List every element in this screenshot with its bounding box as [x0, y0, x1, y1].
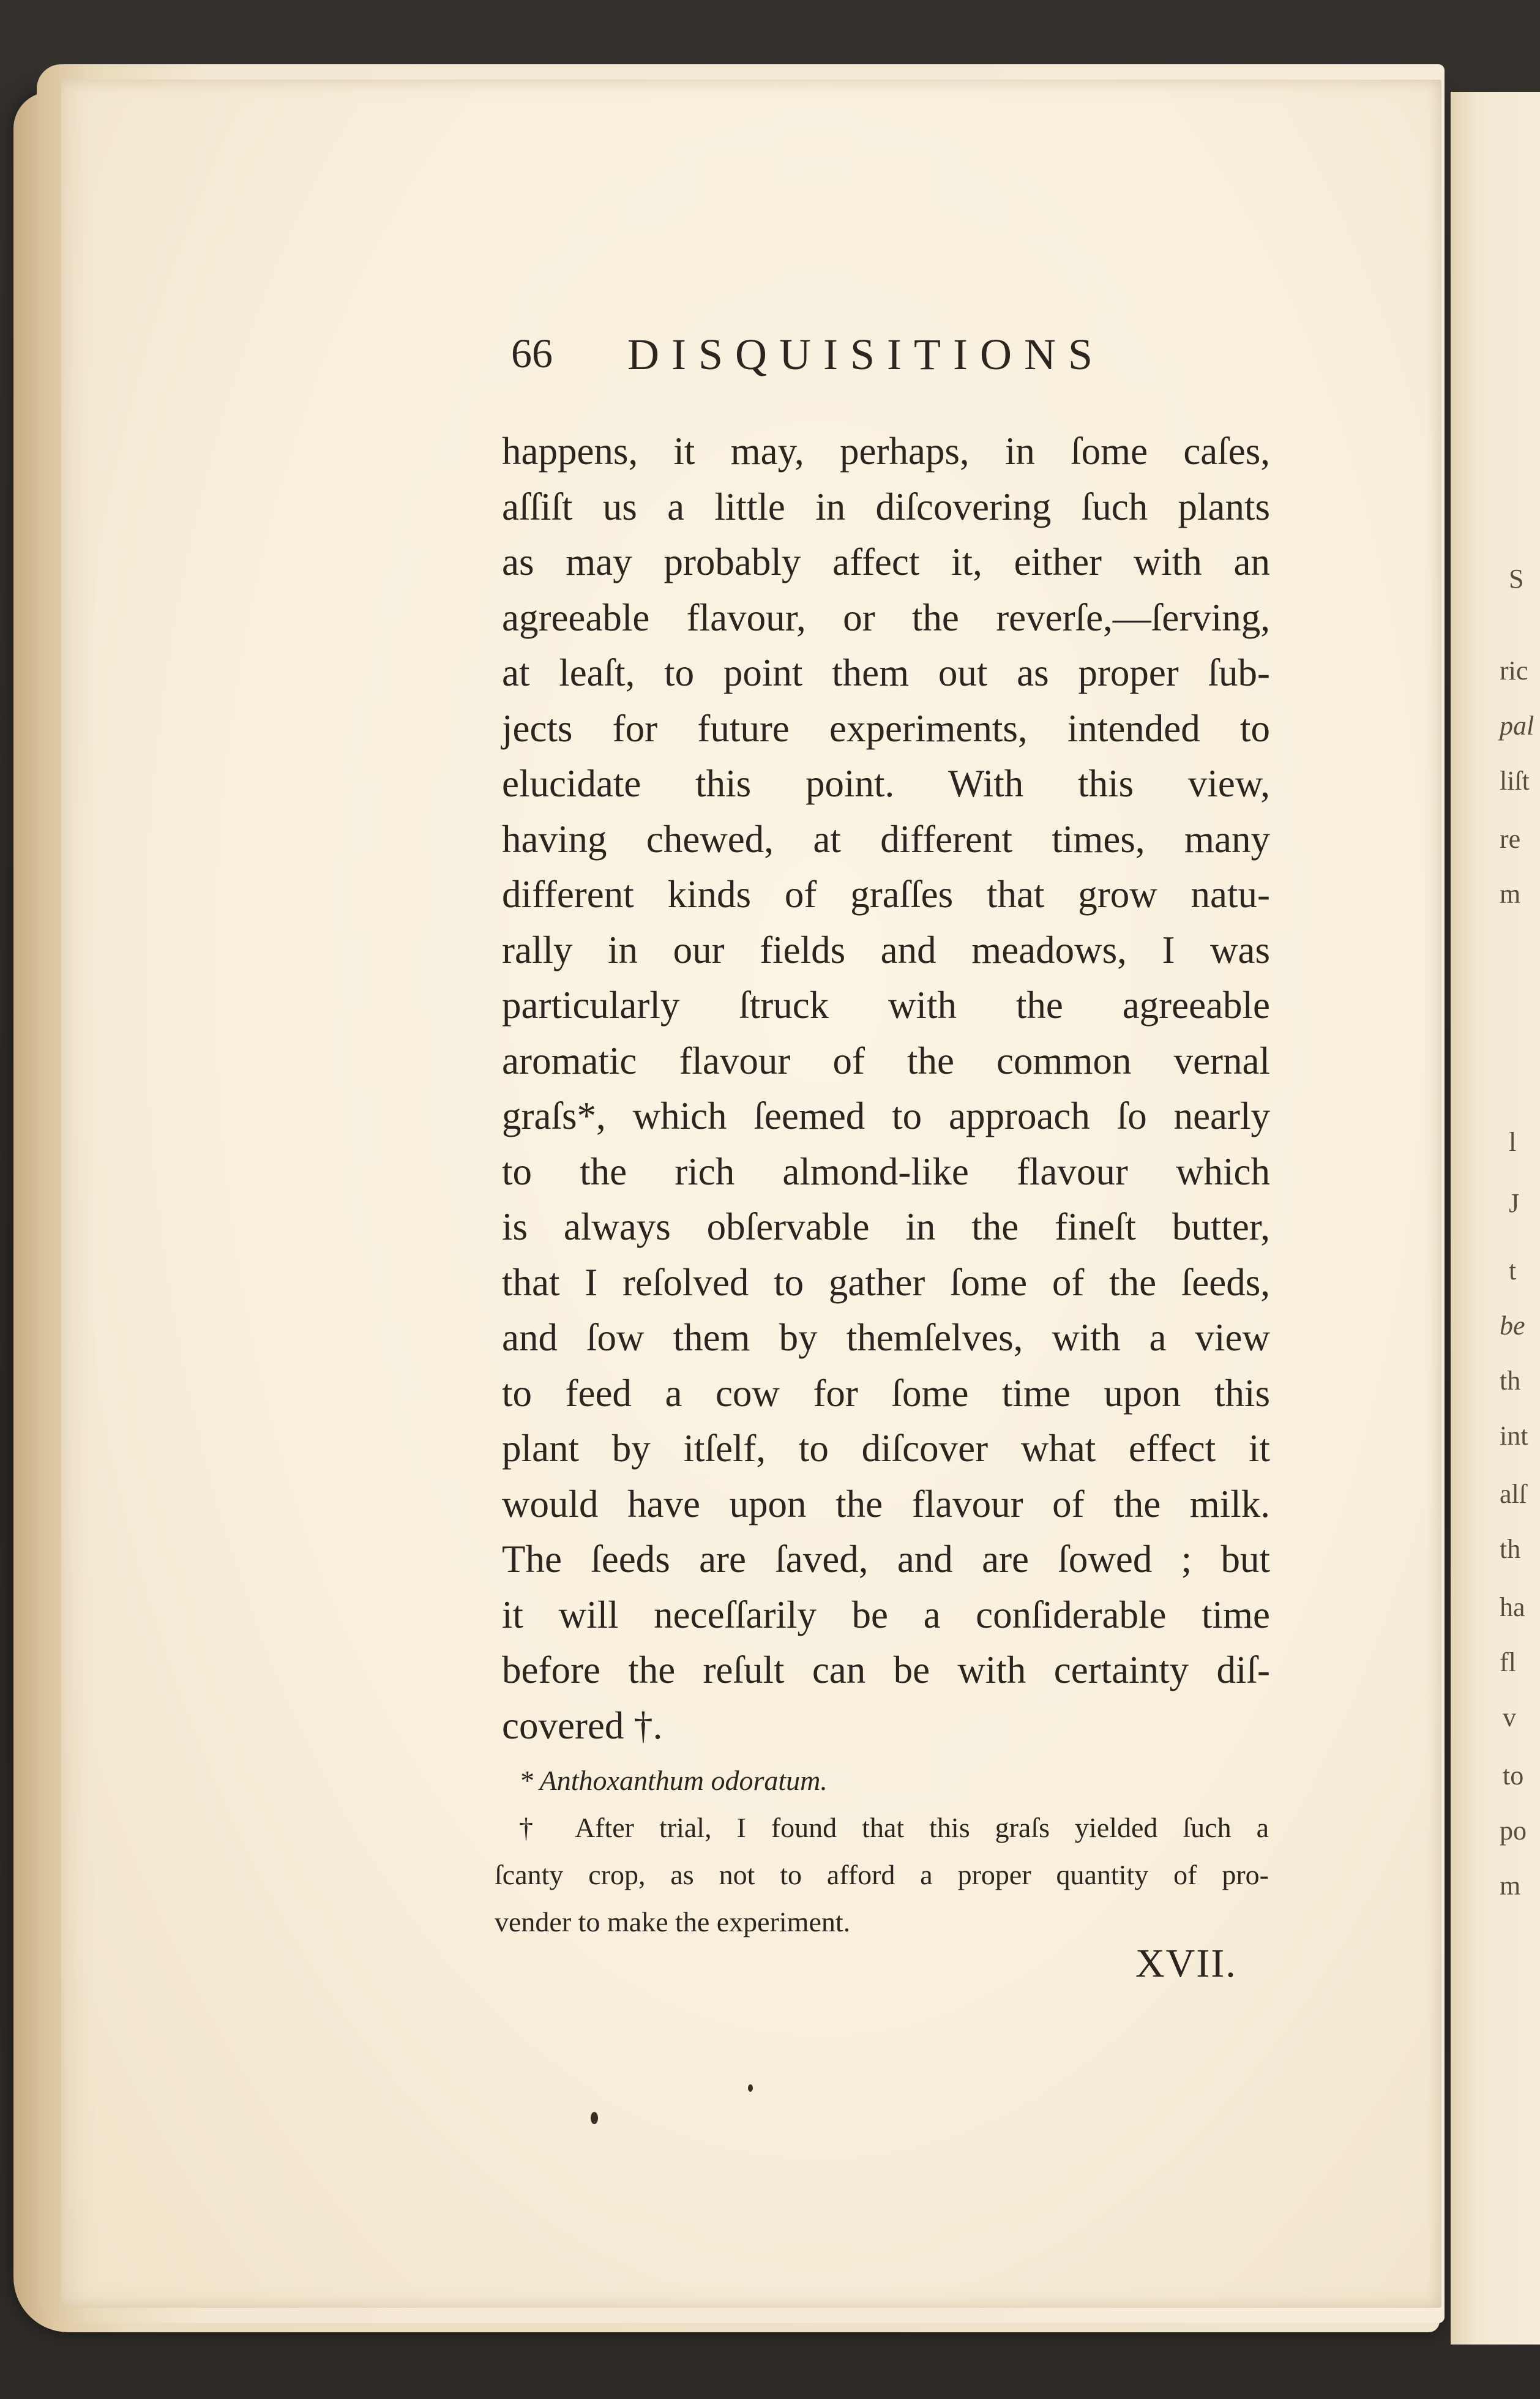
facing-fragment: po: [1500, 1816, 1527, 1846]
facing-fragment: v: [1503, 1702, 1516, 1732]
footnote-line: ſcanty crop, as not to afford a proper quantity of pro-: [495, 1859, 1269, 1890]
text-line: happens, it may, perhaps, in ſome caſes,: [502, 430, 1270, 473]
text-line: having chewed, at different times, many: [502, 817, 1270, 861]
text-line: aromatic flavour of the common vernal: [502, 1039, 1270, 1082]
facing-fragment: t: [1509, 1256, 1517, 1286]
footnote-line: † After trial, I found that this graſs yielded ſuch a: [519, 1812, 1269, 1843]
text-line: it will neceſſarily be a conſiderable time: [502, 1593, 1270, 1636]
facing-fragment: int: [1500, 1421, 1528, 1451]
text-line: The ſeeds are ſaved, and are ſowed ; but: [502, 1538, 1270, 1581]
text-line: to the rich almond-like flavour which: [502, 1150, 1270, 1193]
text-line: elucidate this point. With this view,: [502, 762, 1270, 805]
text-line: that I reſolved to gather ſome of the ſeeds,: [502, 1260, 1270, 1304]
facing-fragment: fl: [1500, 1647, 1516, 1677]
text-line: at leaſt, to point them out as proper ſub-: [502, 651, 1270, 694]
text-line: jects for future experiments, intended to: [502, 706, 1270, 750]
running-head: [511, 329, 1270, 384]
facing-fragment: ric: [1500, 656, 1528, 686]
facing-page: [1451, 92, 1540, 2345]
text-line: would have upon the flavour of the milk.: [502, 1482, 1270, 1525]
text-line: agreeable flavour, or the reverſe,—ſerving,: [502, 596, 1270, 639]
facing-fragment: be: [1500, 1311, 1525, 1341]
facing-fragment: re: [1500, 824, 1521, 854]
text-line: aſſiſt us a little in diſcovering ſuch plants: [502, 485, 1270, 528]
facing-fragment: th: [1500, 1534, 1521, 1564]
text-line: covered †.: [502, 1704, 663, 1747]
facing-fragment: to: [1503, 1761, 1524, 1791]
footnote-line: vender to make the experiment.: [495, 1906, 851, 1937]
footnote-line: * Anthoxanthum odoratum.: [519, 1765, 828, 1796]
text-line: and ſow them by themſelves, with a view: [502, 1316, 1270, 1359]
page-number: 66: [511, 330, 553, 376]
facing-fragment: th: [1500, 1366, 1521, 1396]
facing-fragment: alſ: [1500, 1479, 1527, 1509]
facing-fragment: l: [1509, 1127, 1517, 1157]
text-line: rally in our fields and meadows, I was: [502, 928, 1270, 971]
text-line: as may probably affect it, either with an: [502, 541, 1270, 583]
running-title: DISQUISITIONS: [627, 330, 1105, 379]
text-line: graſs*, which ſeemed to approach ſo nearly: [502, 1095, 1270, 1137]
facing-fragment: S: [1509, 564, 1524, 594]
text-line: to feed a cow for ſome time upon this: [502, 1371, 1270, 1415]
text-line: is always obſervable in the fineſt butter,: [502, 1205, 1270, 1248]
body-text: [502, 424, 1270, 1753]
facing-fragment: J: [1509, 1188, 1520, 1218]
text-line: before the reſult can be with certainty diſ-: [502, 1649, 1270, 1691]
facing-fragment: m: [1500, 1871, 1521, 1901]
facing-fragment: liſt: [1500, 766, 1530, 796]
catchword: XVII.: [1135, 1941, 1237, 1986]
footnotes: [495, 1757, 1269, 1945]
facing-fragment: m: [1500, 879, 1521, 909]
text-line: different kinds of graſſes that grow natu-: [502, 873, 1270, 916]
text-line: particularly ſtruck with the agreeable: [502, 984, 1270, 1027]
ink-speck: [591, 2112, 598, 2124]
facing-fragment: pal: [1500, 711, 1534, 741]
ink-speck: [748, 2084, 753, 2092]
text-line: plant by itſelf, to diſcover what effect it: [502, 1427, 1270, 1470]
facing-fragment: ha: [1500, 1592, 1525, 1622]
